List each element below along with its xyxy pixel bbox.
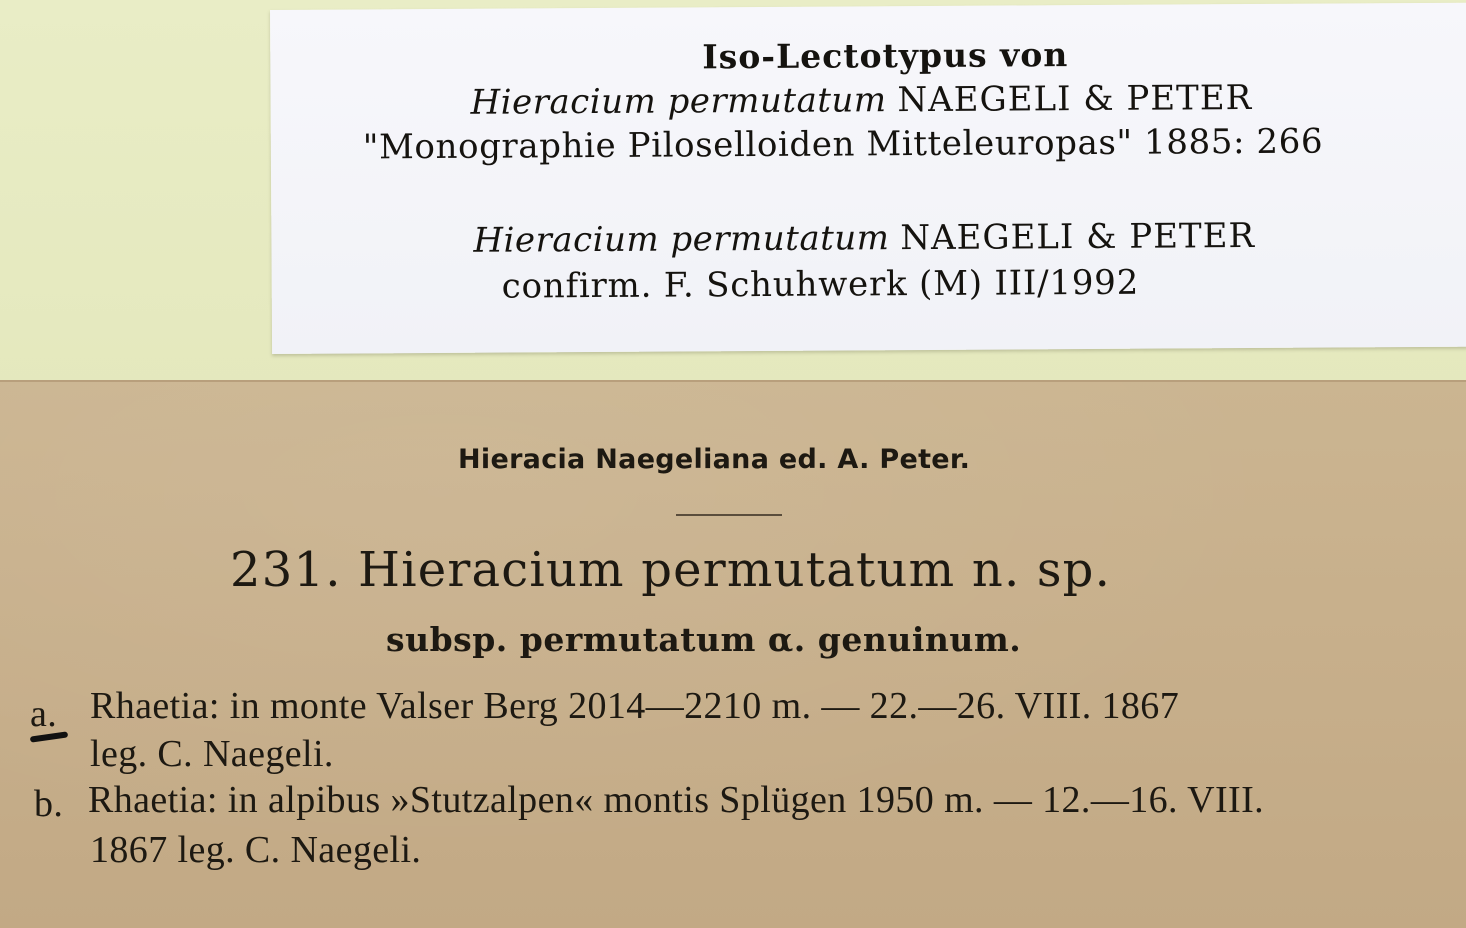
determination-name-1 — [470, 78, 1252, 123]
species-name: Hieracium permutatum — [470, 80, 887, 123]
locality-a-line-1: Rhaetia: in monte Valser Berg 2014—2210 m. — 22.—26. VIII. 1867 — [90, 685, 1180, 727]
confirmation-line: confirm. F. Schuhwerk (M) III/1992 — [501, 262, 1140, 307]
exsiccata-series-title: Hieracia Naegeliana ed. A. Peter. — [458, 444, 971, 475]
locality-a-line-2: leg. C. Naegeli. — [90, 733, 334, 775]
locality-b-line-2: 1867 leg. C. Naegeli. — [90, 829, 422, 871]
type-status-title: Iso-Lectotypus von — [702, 35, 1069, 77]
determination-name-2 — [473, 216, 1255, 261]
species-authority: NAEGELI & PETER — [900, 215, 1256, 259]
species-name: Hieracium permutatum — [473, 218, 890, 261]
locality-b-marker: b. — [34, 783, 64, 825]
species-authority: NAEGELI & PETER — [897, 78, 1253, 121]
divider-rule — [676, 514, 782, 516]
locality-b-line-1: Rhaetia: in alpibus »Stutzalpen« montis Splügen 1950 m. — 12.—16. VIII. — [88, 779, 1265, 821]
original-collection-label — [0, 380, 1466, 928]
publication-reference: "Monographie Piloselloiden Mitteleuropas" 1885: 266 — [362, 121, 1324, 168]
locality-a-marker: a. — [30, 693, 58, 735]
species-heading: 231. Hieracium permutatum n. sp. — [230, 542, 1112, 598]
subspecies-heading: subsp. permutatum α. genuinum. — [386, 620, 1022, 659]
determination-label — [270, 3, 1466, 354]
